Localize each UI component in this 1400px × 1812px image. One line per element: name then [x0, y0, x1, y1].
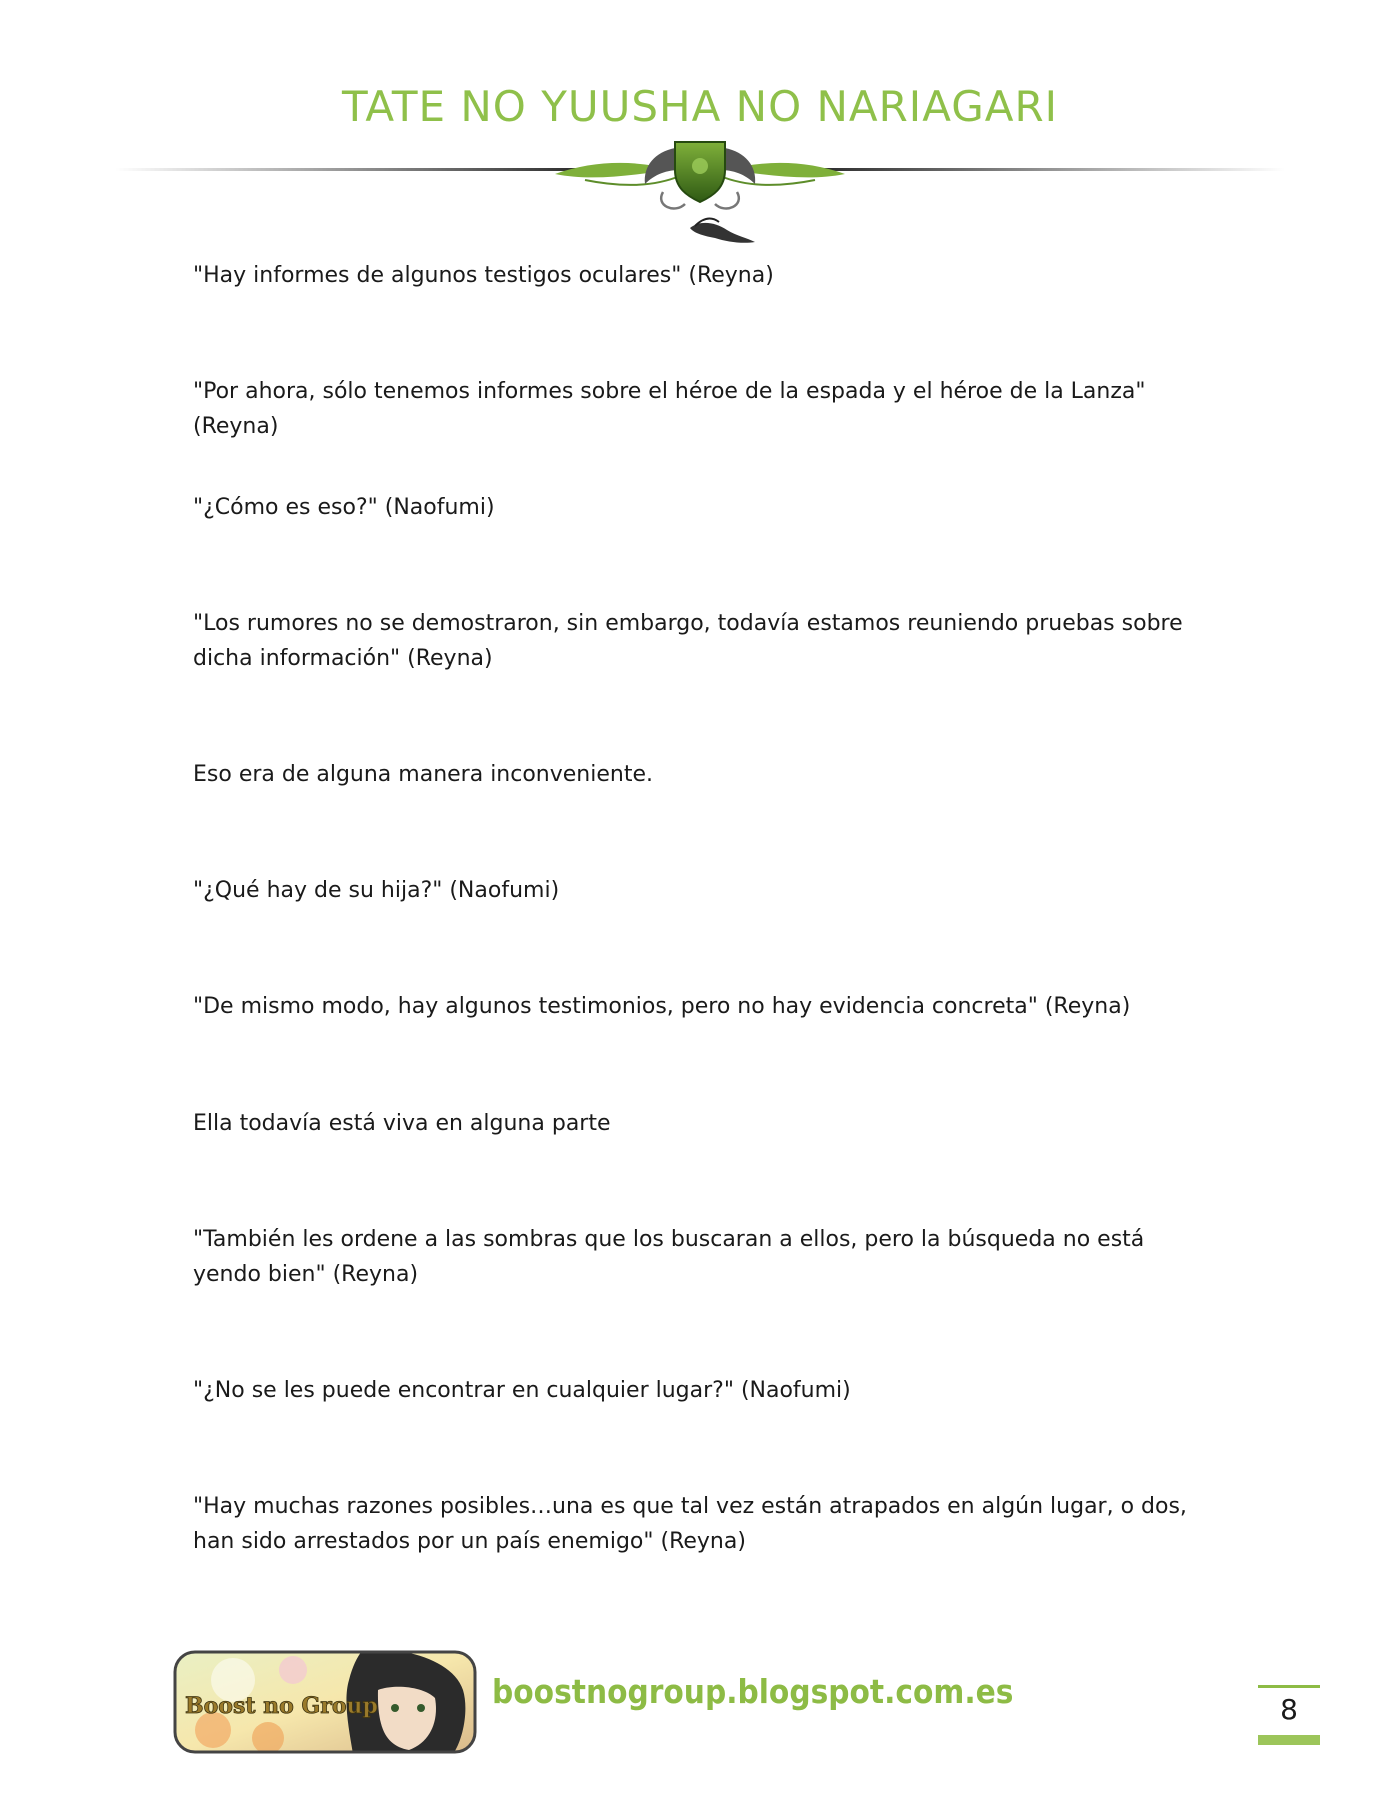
paragraph: "Hay informes de algunos testigos oculares" (Reyna): [193, 263, 774, 288]
paragraph: "Los rumores no se demostraron, sin embargo, todavía estamos reuniendo pruebas sobre dicha información" (Reyna): [193, 611, 1183, 671]
footer-banner-logo: [173, 1650, 477, 1754]
paragraph: Eso era de alguna manera inconveniente.: [193, 762, 653, 787]
paragraph: "De mismo modo, hay algunos testimonios, pero no hay evidencia concreta" (Reyna): [193, 994, 1131, 1019]
page-number-top-rule: [1258, 1685, 1320, 1688]
page-number: 8: [1280, 1693, 1298, 1726]
svg-text:Boost no Group: Boost no Group: [185, 1693, 378, 1719]
paragraph: "¿Cómo es eso?" (Naofumi): [193, 495, 495, 520]
paragraph: "¿No se les puede encontrar en cualquier lugar?" (Naofumi): [193, 1378, 851, 1403]
paragraph: "También les ordene a las sombras que los buscaran a ellos, pero la búsqueda no está yendo bien" (Reyna): [193, 1227, 1145, 1287]
footer-website-link[interactable]: boostnogroup.blogspot.com.es: [492, 1672, 1014, 1711]
header-title: TATE NO YUUSHA NO NARIAGARI: [341, 82, 1059, 131]
page-number-box: [1258, 1685, 1320, 1745]
paragraph: "¿Qué hay de su hija?" (Naofumi): [193, 878, 560, 903]
paragraph: "Hay muchas razones posibles…una es que tal vez están atrapados en algún lugar, o dos, han sido arrestados por un país enemigo" (Reyna): [193, 1494, 1187, 1554]
paragraph: "Por ahora, sólo tenemos informes sobre el héroe de la espada y el héroe de la Lanza" (Reyna): [193, 379, 1146, 439]
paragraph: Ella todavía está viva en alguna parte: [193, 1111, 611, 1136]
page-number-bottom-bar: [1258, 1735, 1320, 1745]
